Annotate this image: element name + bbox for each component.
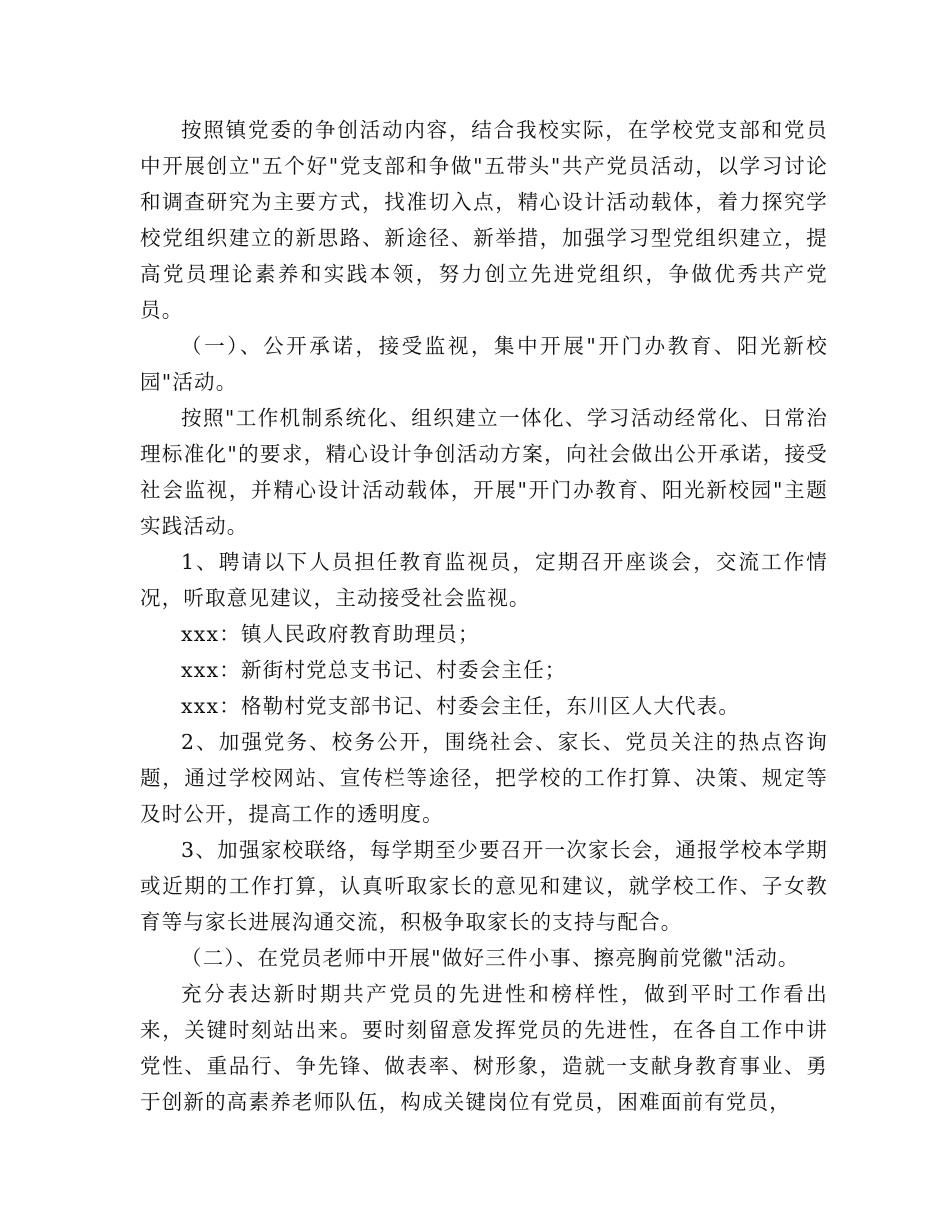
list-item-2: 2、加强党务、校务公开，围绕社会、家长、党员关注的热点咨询题，通过学校网站、宣传栏等途径，把学校的工作打算、决策、规定等及时公开，提高工作的透明度。 xyxy=(140,730,828,826)
supervisor-entry-1: xxx：镇人民政府教育助理员； xyxy=(181,622,480,646)
section-heading-2: （二）、在党员老师中开展"做好三件小事、擦亮胸前党徽"活动。 xyxy=(181,946,800,970)
section-heading-1: （一）、公开承诺，接受监视，集中开展"开门办教育、阳光新校园"活动。 xyxy=(140,334,828,394)
paragraph-intro: 按照镇党委的争创活动内容，结合我校实际，在学校党支部和党员中开展创立"五个好"党支部和争做"五带头"共产党员活动，以学习讨论和调查研究为主要方式，找准切入点，精心设计活动载体，着力探究学校党组织建立的新思路、新途径、新举措，加强学习型党组织建立，提高党员理论素养和实践本领，努力创立先进党组织，争做优秀共产党员。 xyxy=(140,118,828,322)
list-item-3: 3、加强家校联络，每学期至少要召开一次家长会，通报学校本学期或近期的工作打算，认真听取家长的意见和建议，就学校工作、子女教育等与家长进展沟通交流，积极争取家长的支持与配合。 xyxy=(140,838,828,934)
supervisor-entry-3: xxx：格勒村党支部书记、村委会主任，东川区人大代表。 xyxy=(181,694,741,718)
list-item-1: 1、聘请以下人员担任教育监视员，定期召开座谈会，交流工作情况，听取意见建议，主动接受社会监视。 xyxy=(140,550,828,610)
document-body xyxy=(140,112,828,1120)
paragraph-section-1: 按照"工作机制系统化、组织建立一体化、学习活动经常化、日常治理标准化"的要求，精心设计争创活动方案，向社会做出公开承诺，接受社会监视，并精心设计活动载体，开展"开门办教育、阳光新校园"主题实践活动。 xyxy=(140,406,828,538)
supervisor-entry-2: xxx：新街村党总支书记、村委会主任； xyxy=(181,658,567,682)
paragraph-section-2: 充分表达新时期共产党员的先进性和榜样性，做到平时工作看出来，关键时刻站出来。要时刻留意发挥党员的先进性，在各自工作中讲党性、重品行、争先锋、做表率、树形象，造就一支献身教育事业、勇于创新的高素养老师队伍，构成关键岗位有党员，困难面前有党员， xyxy=(140,982,828,1114)
